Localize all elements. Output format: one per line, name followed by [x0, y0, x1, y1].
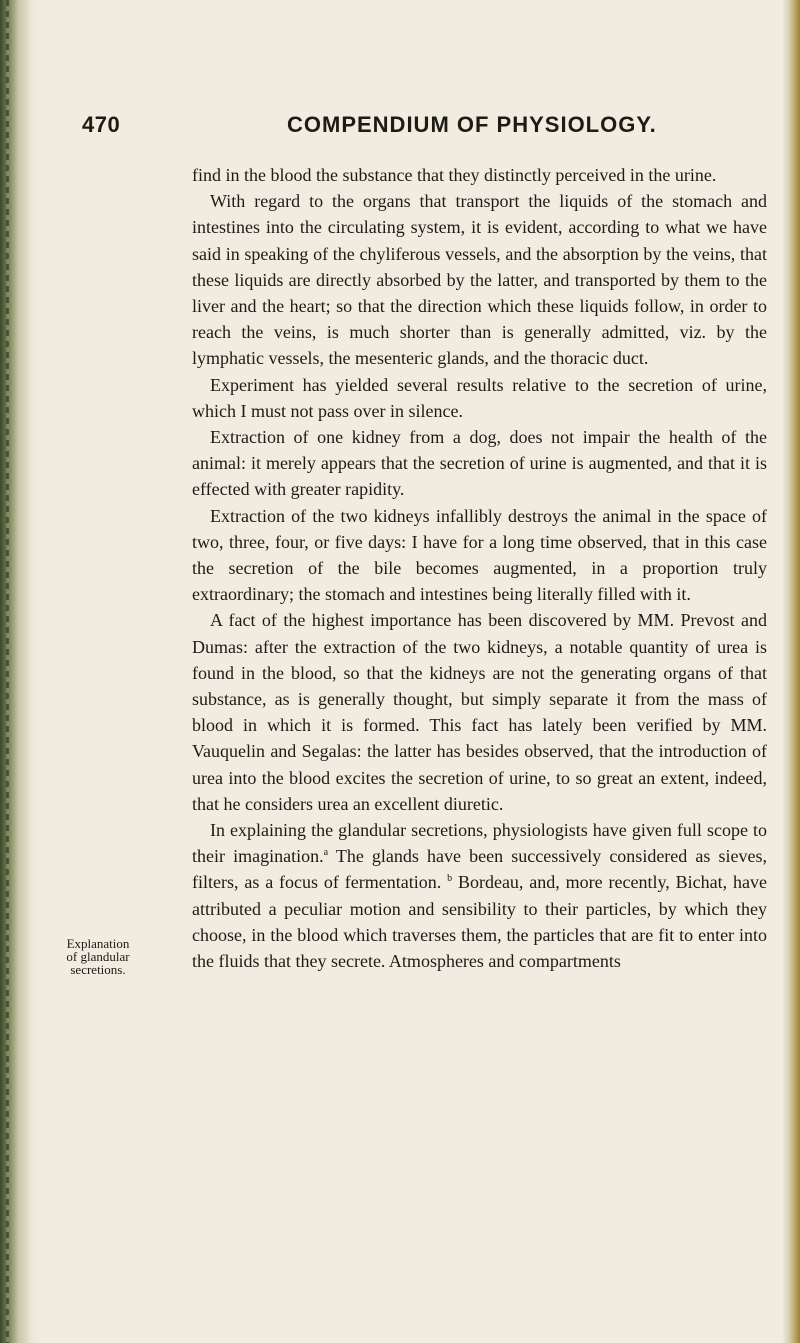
paragraph-text: The glands have been successively considered as sieves, filters, as a focus of fermentation.: [192, 846, 767, 893]
running-title: COMPENDIUM OF PHYSIOLOGY.: [287, 112, 657, 137]
paragraph: [192, 817, 767, 974]
paragraph: find in the blood the substance that they distinctly perceived in the urine.: [192, 165, 717, 185]
paragraph: Extraction of the two kidneys infallibly destroys the animal in the space of two, three, four, or five days: I have for a long time observed, that in this case the secretion of the bile becomes augmented, in a proportion truly extraordinary; the stomach and intestines being literally filled with it.: [192, 505, 767, 605]
margin-note-line: Explanation: [66, 936, 130, 951]
margin-note: [44, 937, 152, 976]
page-number: 470: [82, 112, 121, 137]
body-text: [192, 162, 767, 974]
paragraph: Experiment has yielded several results relative to the secretion of urine, which I must not pass over in silence.: [192, 374, 767, 421]
footnote-ref: a: [323, 847, 329, 859]
margin-note-line: secretions.: [70, 962, 126, 977]
margin-note-line: of glandular: [66, 949, 130, 964]
book-binding-edge: [0, 0, 40, 1343]
paragraph-text: Bordeau, and, more recently, Bichat, have attributed a peculiar motion and sensibility to their particles, by which they choose, in the blood which traverses them, the particles that are fit to enter into the fluids that they secrete. Atmospheres and compartments: [192, 872, 767, 972]
paragraph: With regard to the organs that transport the liquids of the stomach and intestines into the circulating system, it is evident, according to what we have said in speaking of the chyliferous vessels, and the absorption by the veins, that these liquids are directly absorbed by the latter, and transported by them to the liver and the heart; so that the direction which these liquids follow, in order to reach the veins, is much shorter than is generally admitted, viz. by the lymphatic vessels, the mesenteric glands, and the thoracic duct.: [192, 191, 767, 369]
footnote-ref: b: [447, 873, 453, 885]
page-header: [82, 112, 758, 152]
page-edge: [782, 0, 800, 1343]
paragraph-text: In explaining the glandular secretions, physiologists have given full scope to their imagination.: [192, 820, 767, 867]
paragraph: Extraction of one kidney from a dog, does not impair the health of the animal: it merely appears that the secretion of urine is augmented, and that it is effected with greater rapidity.: [192, 427, 767, 500]
paragraph: A fact of the highest importance has been discovered by MM. Prevost and Dumas: after the extraction of the two kidneys, a notable quantity of urea is found in the blood, so that the kidneys are not the generating organs of that substance, as is generally thought, but simply separate it from the mass of blood in which it is formed. This fact has lately been verified by MM. Vauquelin and Segalas: the latter has besides observed, that the introduction of urea into the blood excites the secretion of urine, to so great an extent, indeed, that he considers urea an excellent diuretic.: [192, 610, 767, 814]
